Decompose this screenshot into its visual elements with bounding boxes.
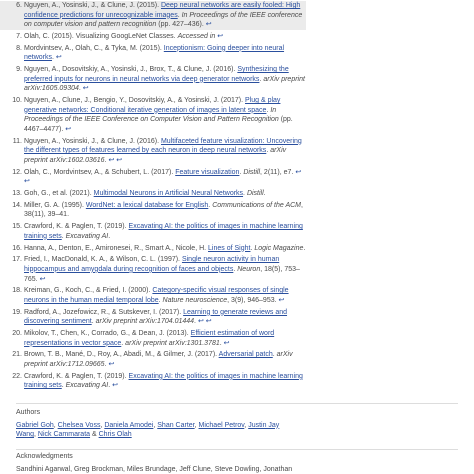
reference-text: Crawford, K. & Paglen, T. (2019). [24, 223, 129, 231]
reference-title-link[interactable]: Deep neural networks are easily fooled: High confidence predictions for unrecognizable images [24, 2, 301, 19]
reference-venue: arXiv preprint arXiv:1704.01444 [95, 318, 195, 326]
reference-text: . [250, 244, 255, 252]
reference-item [0, 308, 306, 327]
reference-number: 21. [12, 351, 22, 359]
reference-venue: Nature neuroscience [162, 296, 228, 304]
reference-number: 20. [12, 330, 22, 338]
reference-number: 6. [16, 2, 22, 9]
reference-text: . [233, 265, 238, 273]
reference-item [0, 32, 306, 42]
author-link[interactable]: Chris Olah [98, 431, 132, 439]
reference-text: . [239, 168, 244, 176]
reference-text: . [266, 147, 271, 155]
reference-item [0, 222, 306, 241]
reference-venue: Accessed in [177, 32, 216, 40]
backlink-icon[interactable]: ↩ ↩ [197, 318, 212, 326]
reference-item [0, 286, 306, 305]
reference-text: Olah, C., Mordvintsev, A., & Schubert, L. (2017). [24, 168, 176, 176]
reference-text: Nguyen, A., Yosinski, J., & Clune, J. (2016). [24, 137, 161, 145]
reference-item [0, 189, 306, 199]
reference-title-link[interactable]: Single neuron activity in human hippocampus and amygdala during recognition of faces and objects [24, 256, 280, 273]
reference-number: 10. [12, 97, 22, 105]
author-link[interactable]: Justin Jay Wang [16, 421, 280, 439]
reference-text: Nguyen, A., Yosinski, J., & Clune, J. (2015). [24, 2, 161, 9]
reference-item [0, 44, 306, 63]
reference-number: 15. [12, 223, 22, 231]
reference-venue: arXiv preprint arXiv:1712.09665 [24, 351, 293, 368]
reference-venue: Distill [246, 190, 264, 197]
reference-item [0, 372, 306, 391]
reference-item [0, 137, 306, 166]
reference-number: 7. [16, 32, 22, 40]
reference-number: 16. [12, 244, 22, 252]
reference-text: Olah, C. (2015). Visualizing GoogLeNet Classes. [24, 32, 178, 40]
backlink-icon[interactable]: ↩ [278, 296, 285, 304]
reference-text: , 18(5), 753–765. [24, 265, 300, 283]
reference-text: Mordvintsev, A., Olah, C., & Tyka, M. (2015). [24, 44, 164, 52]
reference-venue: In Proceedings of the IEEE Conference on Computer Vision and Pattern Recognition [24, 106, 279, 124]
reference-title-link[interactable]: Learning to generate reviews and discovering sentiment [24, 308, 288, 326]
reference-text: . [104, 156, 109, 164]
reference-text: . [272, 351, 277, 359]
author-link[interactable]: Michael Petrov [198, 421, 245, 429]
reference-item [0, 1, 306, 30]
reference-text: . [78, 85, 83, 93]
reference-title-link[interactable]: Excavating AI: the politics of images in machine learning training sets [24, 223, 303, 240]
reference-title-link[interactable]: Feature visualization [175, 168, 240, 176]
reference-text: . [263, 190, 266, 197]
reference-title-link[interactable]: Excavating AI: the politics of images in machine learning training sets [24, 372, 303, 390]
reference-text: . [266, 106, 271, 114]
reference-number: 19. [12, 308, 22, 316]
backlink-icon[interactable]: ↩ [217, 32, 224, 40]
acknowledgments-heading: Acknowledgments [16, 453, 73, 460]
reference-title-link[interactable]: Multimodal Neurons in Artificial Neural Networks [93, 190, 244, 197]
reference-text: . [108, 232, 111, 240]
reference-venue: arXiv preprint arXiv:1605.09304 [24, 75, 305, 93]
reference-text: . [158, 296, 163, 304]
reference-text: , 38(11), 39–41. [24, 201, 303, 219]
reference-text: (pp. 4467–4477). [24, 116, 293, 133]
reference-item [0, 244, 306, 254]
reference-item [0, 96, 306, 134]
reference-text: . [219, 339, 224, 347]
reference-title-link[interactable]: WordNet: a lexical database for English [85, 201, 209, 209]
reference-text: . [52, 54, 56, 62]
reference-text: Brown, T. B., Mané, D., Roy, A., Abadi, M., & Gilmer, J. (2017). [24, 351, 219, 359]
reference-item [0, 350, 306, 369]
reference-venue: arXiv preprint arXiv:1301.3781 [125, 339, 220, 347]
backlink-icon[interactable]: ↩ ↩ [108, 156, 123, 164]
author-link[interactable]: Gabriel Goh [16, 421, 54, 429]
reference-venue: Communications of the ACM [212, 201, 302, 209]
reference-text: (pp. 427–436). [156, 21, 206, 29]
backlink-icon[interactable]: ↩ [39, 275, 46, 283]
reference-venue: Excavating AI [65, 232, 109, 240]
reference-title-link[interactable]: Synthesizing the preferred inputs for neurons in neural networks via deep generator networks [24, 66, 289, 83]
reference-venue: Logic Magazine [254, 244, 304, 252]
reference-number: 11. [12, 137, 22, 145]
reference-text: , 2(11), e7. [260, 168, 296, 176]
reference-text: Kreiman, G., Koch, C., & Fried, I. (2000). [24, 287, 153, 295]
backlink-icon[interactable]: ↩ [205, 21, 212, 29]
reference-text: . [108, 382, 113, 390]
reference-title-link[interactable]: Plug & play generative networks: Conditional iterative generation of images in latent space [24, 97, 281, 114]
reference-text: Nguyen, A., Dosovitskiy, A., Yosinski, J., Brox, T., & Clune, J. (2016). [24, 66, 238, 74]
reference-text: . [61, 382, 66, 390]
reference-venue: Neuron [237, 265, 261, 273]
reference-text: . [243, 190, 247, 197]
backlink-icon[interactable]: ↩ [65, 125, 72, 133]
backlink-icon[interactable]: ↩ [108, 361, 115, 368]
reference-item [0, 201, 306, 220]
reference-text: . [259, 75, 264, 83]
reference-title-link[interactable]: Category-specific visual responses of single neurons in the human medial temporal lobe [24, 287, 289, 304]
reference-number: 8. [16, 44, 22, 52]
reference-item [0, 329, 306, 348]
reference-text: . [104, 361, 109, 368]
reference-text: Hanna, A., Denton, E., Amironesei, R., Smart A., Nicole, H. [24, 244, 209, 252]
reference-text: . [121, 339, 126, 347]
reference-venue: Distill [243, 168, 261, 176]
reference-text: . [303, 244, 306, 252]
reference-item [0, 168, 306, 187]
reference-number: 22. [12, 372, 22, 380]
acknowledgments-section [16, 452, 466, 474]
reference-number: 17. [12, 256, 22, 264]
reference-title-link[interactable]: Efficient estimation of word representations in vector space [24, 330, 275, 347]
reference-number: 13. [12, 190, 22, 197]
reference-text: , 3(9), 946–953. [227, 296, 279, 304]
reference-number: 18. [12, 287, 22, 295]
reference-title-link[interactable]: Inceptionism: Going deeper into neural networks [24, 44, 285, 62]
acknowledgments-text: Sandhini Agarwal, Greg Brockman, Miles Brundage, Jeff Clune, Steve Dowling, Jonathan [16, 465, 293, 473]
reference-text: . [177, 11, 182, 19]
reference-text: . [208, 201, 213, 209]
reference-number: 9. [16, 66, 22, 74]
author-link[interactable]: Daniela Amodei [104, 421, 154, 429]
backlink-icon[interactable]: ↩ [223, 339, 230, 347]
reference-text: Nguyen, A., Clune, J., Bengio, Y., Dosovitskiy, A., & Yosinski, J. (2017). [24, 97, 246, 105]
reference-text: Miller, G. A. (1995). [24, 201, 86, 209]
acknowledgments-divider [16, 449, 458, 450]
backlink-icon[interactable]: ↩ [82, 85, 89, 93]
reference-text: Mikolov, T., Chen, K., Corrado, G., & Dean, J. (2013). [24, 330, 191, 338]
reference-item [0, 255, 306, 284]
reference-venue: arXiv preprint arXiv:1602.03616 [24, 147, 287, 164]
author-link[interactable]: Chelsea Voss [57, 421, 101, 429]
reference-text: Crawford, K. & Paglen, T. (2019). [24, 372, 129, 380]
authors-divider [16, 403, 458, 404]
reference-text: Fried, I., MacDonald, K. A., & Wilson, C. L. (1997). [24, 256, 182, 264]
reference-number: 12. [12, 168, 22, 176]
reference-text: . [61, 232, 66, 240]
reference-title-link[interactable]: Lines of Sight [208, 244, 251, 252]
reference-venue: In Proceedings of the IEEE conference on computer vision and pattern recognition [24, 11, 303, 29]
author-link[interactable]: Shan Carter [157, 421, 195, 429]
reference-text: Radford, A., Jozefowicz, R., & Sutskever, I. (2017). [24, 308, 184, 316]
backlink-icon[interactable]: ↩ [112, 382, 118, 390]
reference-title-link[interactable]: Adversarial patch [218, 351, 273, 359]
authors-section [16, 408, 316, 440]
reference-title-link[interactable]: Multifaceted feature visualization: Uncovering the different types of features learned by each neuron in deep neural networks [24, 137, 302, 155]
backlink-icon[interactable]: ↩ ↩ [24, 168, 302, 186]
reference-venue: Excavating AI [65, 382, 109, 390]
reference-item [0, 65, 306, 94]
reference-text: . [194, 318, 198, 326]
author-link[interactable]: Nick Cammarata [37, 431, 91, 439]
reference-text: Goh, G., et al. (2021). [24, 190, 94, 197]
backlink-icon[interactable]: ↩ [55, 54, 62, 62]
authors-heading: Authors [16, 409, 41, 416]
reference-text: . [91, 318, 96, 326]
reference-number: 14. [12, 201, 22, 209]
authors-list: Gabriel Goh, Chelsea Voss, Daniela Amodei, Shan Carter, Michael Petrov, Justin Jay Wang, Nick Cammarata & Chris Olah [16, 421, 280, 439]
